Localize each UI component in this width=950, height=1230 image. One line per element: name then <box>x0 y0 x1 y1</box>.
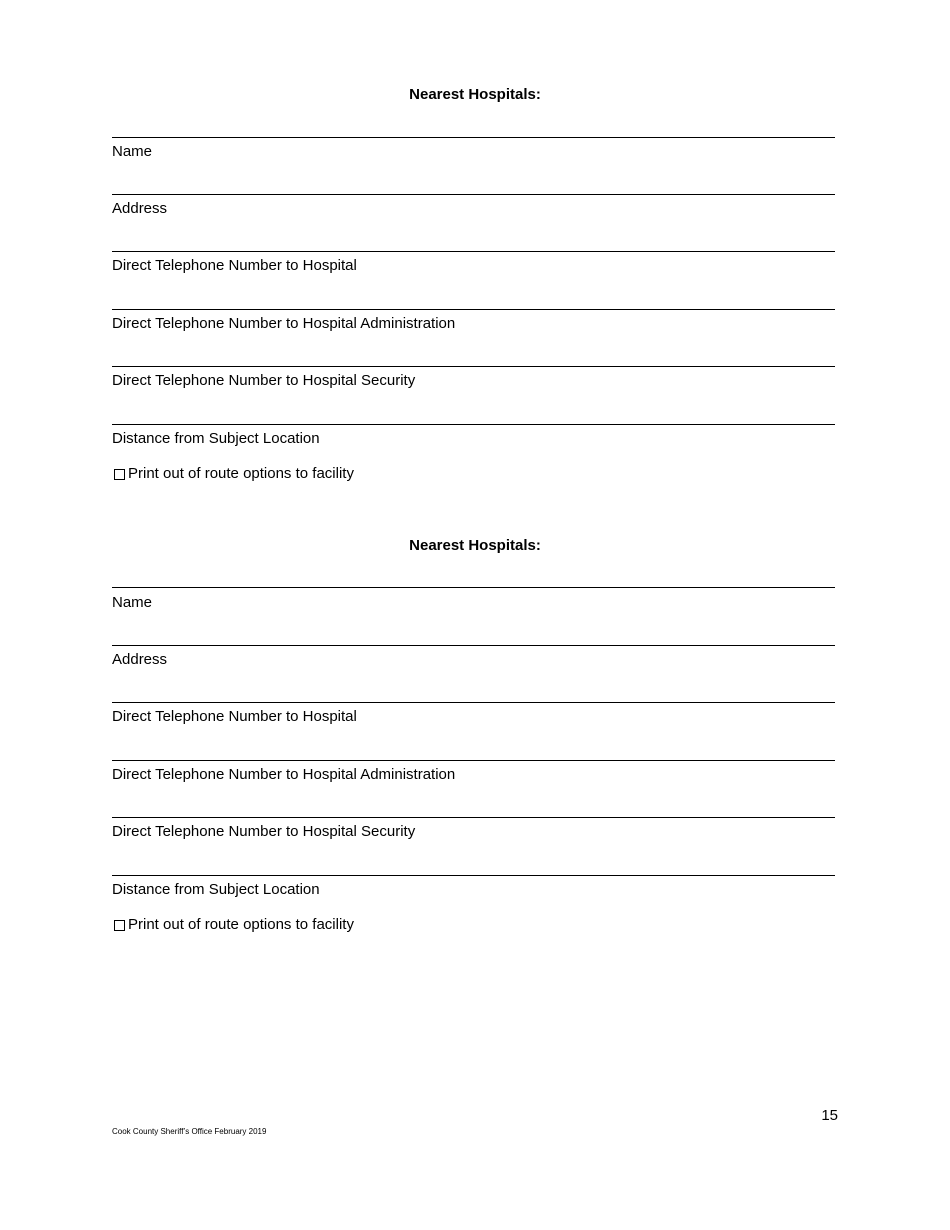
distance-label-2: Distance from Subject Location <box>112 881 320 898</box>
security-phone-label-2: Direct Telephone Number to Hospital Security <box>112 823 416 840</box>
page-number: 15 <box>821 1107 838 1124</box>
hospital-phone-label-2: Direct Telephone Number to Hospital <box>112 708 357 725</box>
admin-phone-line-1[interactable] <box>112 309 835 310</box>
admin-phone-label-1: Direct Telephone Number to Hospital Administration <box>112 315 456 332</box>
address-line-1[interactable] <box>112 194 835 195</box>
distance-label-1: Distance from Subject Location <box>112 430 320 447</box>
route-checkbox-1[interactable] <box>114 469 125 480</box>
name-label-2: Name <box>112 594 153 611</box>
route-checkbox-label-2: Print out of route options to facility <box>128 916 354 933</box>
section-2-heading: Nearest Hospitals: <box>409 537 541 554</box>
hospital-phone-label-1: Direct Telephone Number to Hospital <box>112 257 357 274</box>
route-checkbox-row-1[interactable] <box>112 465 354 483</box>
security-phone-label-1: Direct Telephone Number to Hospital Security <box>112 372 416 389</box>
distance-line-1[interactable] <box>112 424 835 425</box>
address-label-2: Address <box>112 651 168 668</box>
distance-line-2[interactable] <box>112 875 835 876</box>
admin-phone-label-2: Direct Telephone Number to Hospital Administration <box>112 766 456 783</box>
route-checkbox-row-2[interactable] <box>112 916 354 934</box>
admin-phone-line-2[interactable] <box>112 760 835 761</box>
address-line-2[interactable] <box>112 645 835 646</box>
route-checkbox-2[interactable] <box>114 920 125 931</box>
hospital-phone-line-2[interactable] <box>112 702 835 703</box>
route-checkbox-label-1: Print out of route options to facility <box>128 465 354 482</box>
name-label-1: Name <box>112 143 153 160</box>
security-phone-line-2[interactable] <box>112 817 835 818</box>
section-1-heading: Nearest Hospitals: <box>409 86 541 103</box>
security-phone-line-1[interactable] <box>112 366 835 367</box>
hospital-phone-line-1[interactable] <box>112 251 835 252</box>
name-line-2[interactable] <box>112 587 835 588</box>
footer-text: Cook County Sheriff’s Office February 2019 <box>112 1127 267 1136</box>
address-label-1: Address <box>112 200 168 217</box>
name-line-1[interactable] <box>112 137 835 138</box>
